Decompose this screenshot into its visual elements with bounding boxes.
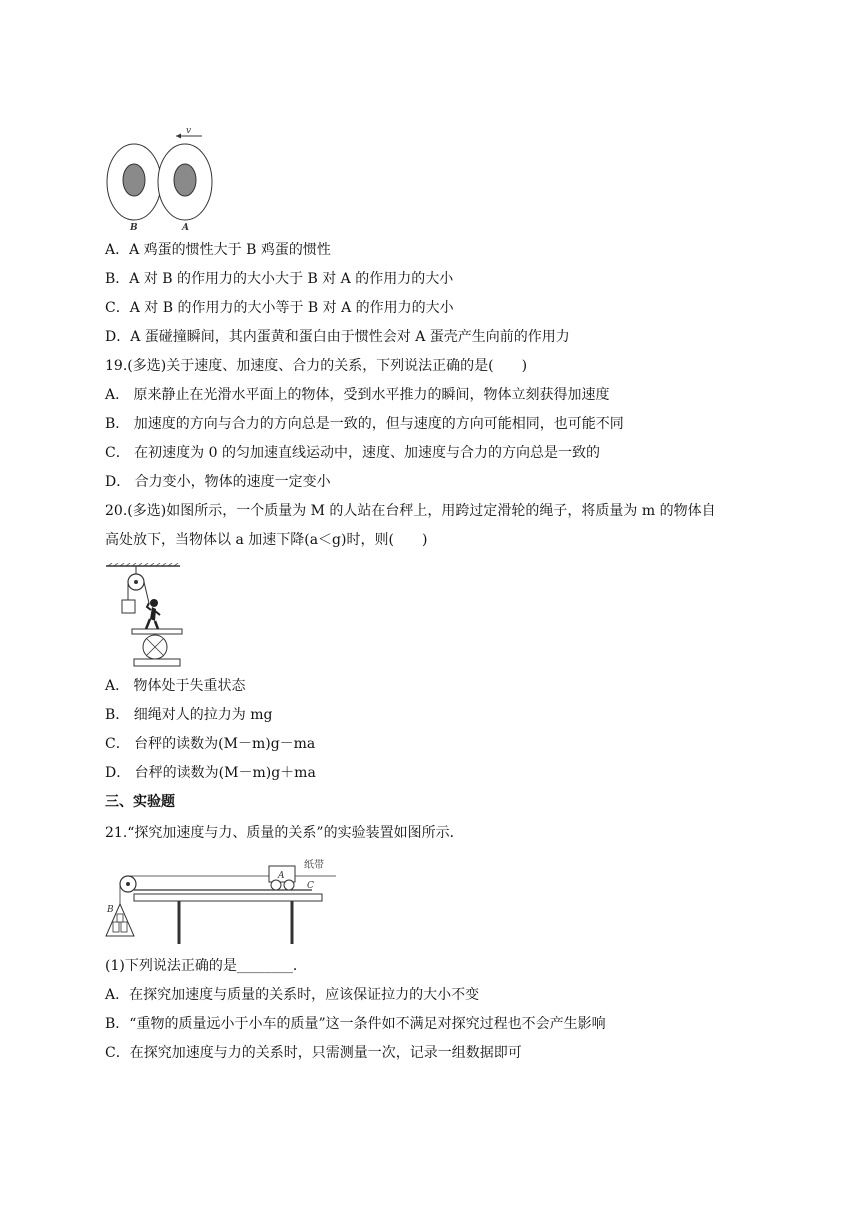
q18-option-a: A．A 鸡蛋的惯性大于 B 鸡蛋的惯性 <box>105 242 331 258</box>
q21-option-b: B．“重物的质量远小于小车的质量”这一条件如不满足对探究过程也不会产生影响 <box>105 1016 606 1032</box>
q21-option-a: A．在探究加速度与质量的关系时，应该保证拉力的大小不变 <box>105 987 480 1003</box>
q19-option-b: B． 加速度的方向与合力的方向总是一致的，但与速度的方向可能相同，也可能不同 <box>105 416 624 432</box>
q20-option-d: D． 台秤的读数为(M－m)g＋ma <box>105 765 316 781</box>
section-heading: 三、实验题 <box>105 794 175 810</box>
velocity-label: v <box>186 126 192 136</box>
egg-a-label: A <box>182 223 189 232</box>
q19-option-d: D． 合力变小，物体的速度一定变小 <box>105 474 331 490</box>
q19-stem: 19.(多选)关于速度、加速度、合力的关系，下列说法正确的是( ) <box>105 358 528 374</box>
egg-b-label: B <box>130 223 138 232</box>
q18-option-b: B．A 对 B 的作用力的大小大于 B 对 A 的作用力的大小 <box>105 271 454 287</box>
q18-option-c: C．A 对 B 的作用力的大小等于 B 对 A 的作用力的大小 <box>105 300 454 316</box>
q20-stem-line2: 高处放下，当物体以 a 加速下降(a＜g)时，则( ) <box>105 532 428 548</box>
experiment-apparatus-figure <box>104 852 344 948</box>
q21-stem: 21.“探究加速度与力、质量的关系”的实验装置如图所示． <box>105 825 464 841</box>
eggs-collision-figure <box>104 124 216 232</box>
c-label: C <box>307 881 314 891</box>
q20-option-a: A． 物体处于失重状态 <box>105 678 246 694</box>
q20-option-b: B． 细绳对人的拉力为 mg <box>105 707 273 723</box>
weight-label: B <box>107 905 114 915</box>
q21-option-c: C．在探究加速度与力的关系时，只需测量一次，记录一组数据即可 <box>105 1045 522 1061</box>
pulley-scale-figure <box>104 563 186 669</box>
q19-option-a: A． 原来静止在光滑水平面上的物体，受到水平推力的瞬间，物体立刻获得加速度 <box>105 387 610 403</box>
tape-label: 纸带 <box>304 860 324 871</box>
q20-option-c: C． 台秤的读数为(M－m)g－ma <box>105 736 316 752</box>
q18-option-d: D．A 蛋碰撞瞬间，其内蛋黄和蛋白由于惯性会对 A 蛋壳产生向前的作用力 <box>105 329 570 345</box>
q21-sub1: (1)下列说法正确的是________． <box>105 958 307 974</box>
cart-label: A <box>278 871 285 881</box>
q20-stem-line1: 20.(多选)如图所示，一个质量为 M 的人站在台秤上，用跨过定滑轮的绳子，将质量为 m 的物体自 <box>105 503 716 519</box>
q19-option-c: C． 在初速度为 0 的匀加速直线运动中，速度、加速度与合力的方向总是一致的 <box>105 445 600 461</box>
